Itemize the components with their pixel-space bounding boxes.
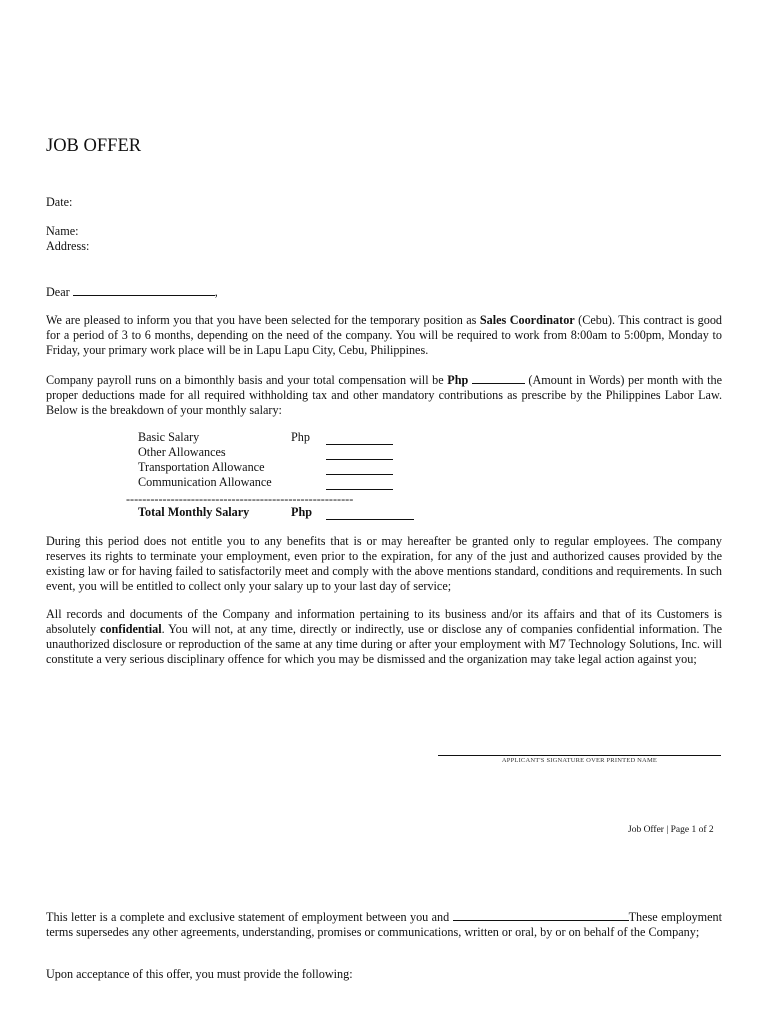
salary-row-label: Basic Salary <box>138 430 200 444</box>
total-salary-blank <box>326 507 414 520</box>
confidential-emphasis: confidential <box>99 622 162 636</box>
salary-row-label: Communication Allowance <box>138 475 272 489</box>
salary-separator: -------------------------------------------------------- <box>126 492 354 506</box>
p4-text-before: All records and documents of the Company and information pertaining to its business and/or its affairs and that of its Customers is absolutely <box>46 607 722 636</box>
paragraph-compensation <box>46 372 722 418</box>
salary-row-currency: Php <box>291 430 310 444</box>
total-salary-label: Total Monthly Salary <box>138 505 250 519</box>
p2-text-after: (Amount in Words) per month with the proper deductions made for all required withholding tax and other mandatory contributions as prescribe by the Philippines Labor Law. Below is the breakdown of your monthly salary: <box>46 373 722 417</box>
salutation-comma: , <box>214 285 218 299</box>
compensation-amount-blank <box>472 372 525 384</box>
p1-text-after: (Cebu). This contract is good for a period of 3 to 6 months, depending on the need of the company. You will be required to work from 8:00am to 5:00pm, Monday to Friday, your primary work place will be in Lapu Lapu City, Cebu, Philippines. <box>46 313 723 357</box>
p4-text-after: . You will not, at any time, directly or indirectly, use or disclose any of companies confidential information. The unauthorized disclosure or reproduction of the same at any time during or after your employment with M7 Technology Solutions, Inc. will constitute a very serious disciplinary offence for which you may be dismissed and the organization may take legal action against you; <box>46 622 722 666</box>
compensation-currency: Php <box>447 373 469 387</box>
total-salary-currency: Php <box>291 505 313 519</box>
paragraph-exclusive-statement <box>46 909 722 940</box>
paragraph-acceptance: Upon acceptance of this offer, you must provide the following: <box>46 967 353 981</box>
address-label: Address: <box>46 239 90 253</box>
paragraph-confidentiality <box>46 607 722 667</box>
salary-row-blank <box>326 477 393 490</box>
salary-row-blank <box>326 462 393 475</box>
p5-text-after: These employment terms supersedes any other agreements, understanding, promises or communications, written or oral, by or on behalf of the Company; <box>46 910 723 939</box>
salutation-text: Dear <box>46 285 70 299</box>
p5-text-before: This letter is a complete and exclusive statement of employment between you and <box>46 910 453 924</box>
company-name-blank <box>453 909 629 921</box>
page-footer: Job Offer | Page 1 of 2 <box>628 825 714 835</box>
salary-row-blank <box>326 432 393 445</box>
name-label: Name: <box>46 224 79 238</box>
paragraph-position <box>46 313 722 358</box>
date-label: Date: <box>46 195 73 209</box>
document-title: JOB OFFER <box>46 136 142 156</box>
signature-caption: APPLICANT'S SIGNATURE OVER PRINTED NAME <box>501 757 658 764</box>
salary-row-blank <box>326 447 393 460</box>
p1-text-before: We are pleased to inform you that you have been selected for the temporary position as <box>46 313 480 327</box>
p2-text-before: Company payroll runs on a bimonthly basis and your total compensation will be <box>46 373 448 387</box>
salary-row-label: Transportation Allowance <box>138 460 265 474</box>
position-title: Sales Coordinator <box>479 313 575 327</box>
salutation <box>46 284 218 300</box>
salary-row-label: Other Allowances <box>138 445 226 459</box>
paragraph-benefits: During this period does not entitle you to any benefits that is or may hereafter be granted only to regular employees. The company reserves its rights to terminate your employment, even prior to the expiration, for any of the just and authorized causes provided by the existing law or for having failed to satisfactorily meet and comply with the above mentions standard, conditions and requirements. In such event, you will be entitled to collect only your salary up to your last day of service; <box>46 534 722 593</box>
recipient-name-blank <box>73 284 215 296</box>
